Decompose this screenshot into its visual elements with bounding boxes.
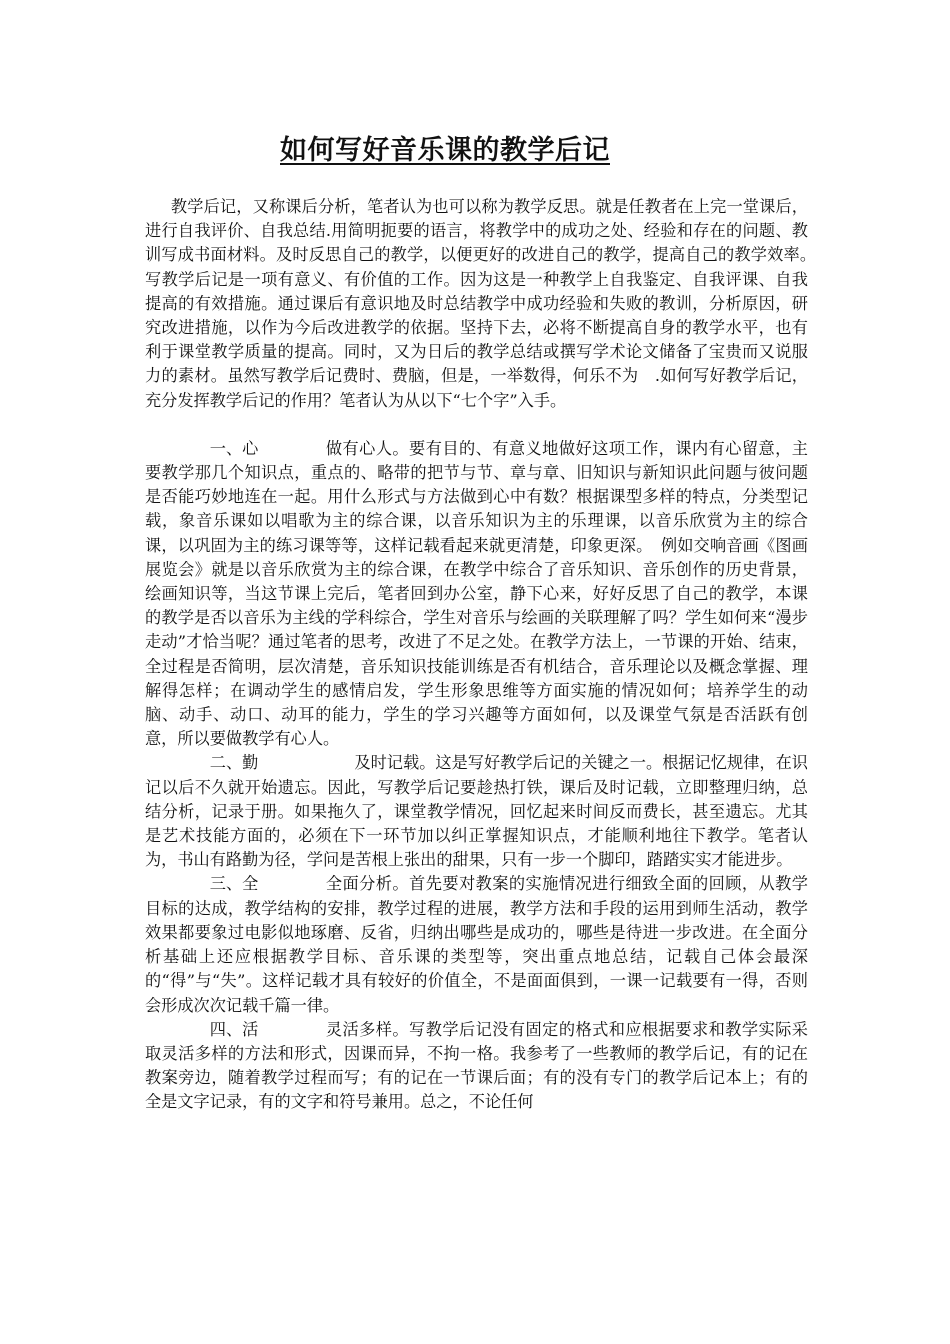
section-heading-2: 二、勤	[209, 753, 259, 773]
section-text-1: 做有心人。要有目的、有意义地做好这项工作，课内有心留意，主要教学那几个知识点，重点的、略带的把节与节、章与章、旧知识与新知识此问题与彼问题是否能巧妙地连在一起。用什么形式与方法做到心中有数？根据课型多样的特点，分类型记载，象音乐课如以唱歌为主的综合课，以音乐知识为主的乐理课，以音乐欣赏为主的综合课，以巩固为主的练习课等等，这样记载看起来就更清楚，印象更深。 例如交响音画《图画展览会》就是以音乐欣赏为主的综合课，在教学中综合了音乐知识、音乐创作的历史背景，绘画知识等，当这节课上完后，笔者回到办公室，静下心来，好好反思了自己的教学，本课的教学是否以音乐为主线的学科综合，学生对音乐与绘画的关联理解了吗？学生如何来“漫步走动”才恰当呢？通过笔者的思考，改进了不足之处。在教学方法上，一节课的开始、结束，全过程是否简明，层次清楚，音乐知识技能训练是否有机结合，音乐理论以及概念掌握、理解得怎样；在调动学生的感情启发，学生形象思维等方面实施的情况如何；培养学生的动脑、动手、动口、动耳的能力，学生的学习兴趣等方面如何，以及课堂气氛是否活跃有创意，所以要做教学有心人。	[145, 438, 808, 749]
section-text-2: 及时记载。这是写好教学后记的关键之一。根据记忆规律，在识记以后不久就开始遗忘。因此，写教学后记要趁热打铁，课后及时记载，立即整理归纳，总结分析，记录于册。如果拖久了，课堂教学情况，回忆起来时间反而费长，甚至遗忘。尤其是艺术技能方面的，必须在下一环节加以纠正掌握知识点，才能顺利地往下教学。笔者认为，书山有路勤为径，学问是苦根上张出的甜果，只有一步一个脚印，踏踏实实才能进步。	[145, 753, 808, 870]
document-title: 如何写好音乐课的教学后记	[280, 135, 610, 166]
section-heading-4: 四、活	[209, 1019, 259, 1039]
section-heading-1: 一、心	[209, 438, 259, 458]
section-paragraph-3	[145, 872, 808, 1017]
paragraph-gap	[145, 413, 808, 437]
document-body	[145, 195, 825, 1115]
section-text-4: 灵活多样。写教学后记没有固定的格式和应根据要求和教学实际采取灵活多样的方法和形式，因课而异，不拘一格。我参考了一些教师的教学后记，有的记在教案旁边，随着教学过程而写；有的记在一节课后面；有的没有专门的教学后记本上；有的全是文字记录，有的文字和符号兼用。总之，不论任何	[145, 1019, 808, 1112]
section-paragraph-1	[145, 437, 808, 752]
section-paragraph-4	[145, 1018, 808, 1115]
section-text-3: 全面分析。首先要对教案的实施情况进行细致全面的回顾，从教学目标的达成，教学结构的安排，教学过程的进展，教学方法和手段的运用到师生活动，教学效果都要象过电影似地琢磨、反省，归纳出哪些是成功的，哪些是待进一步改进。在全面分析基础上还应根据教学目标、音乐课的类型等，突出重点地总结，记载自己体会最深的“得”与“失”。这样记载才具有较好的价值全，不是面面俱到，一课一记载要有一得，否则会形成次次记载千篇一律。	[145, 874, 808, 1015]
section-paragraph-2	[145, 751, 808, 872]
section-heading-3: 三、全	[209, 874, 259, 894]
intro-paragraph: 教学后记，又称课后分析，笔者认为也可以称为教学反思。就是任教者在上完一堂课后，进行自我评价、自我总结.用简明扼要的语言，将教学中的成功之处、经验和存在的问题、教训写成书面材料。及时反思自己的教学，以便更好的改进自己的教学，提高自己的教学效率。 写教学后记是一项有意义、有价值的工作。因为这是一种教学上自我鉴定、自我评课、自我提高的有效措施。通过课后有意识地及时总结教学中成功经验和失败的教训，分析原因，研究改进措施，以作为今后改进教学的依据。坚持下去，必将不断提高自身的教学水平，也有利于课堂教学质量的提高。同时，又为日后的教学总结或撰写学术论文储备了宝贵而又说服力的素材。虽然写教学后记费时、费脑，但是，一举数得，何乐不为 .如何写好教学后记，充分发挥教学后记的作用？笔者认为从以下“七个字”入手。	[145, 197, 825, 410]
